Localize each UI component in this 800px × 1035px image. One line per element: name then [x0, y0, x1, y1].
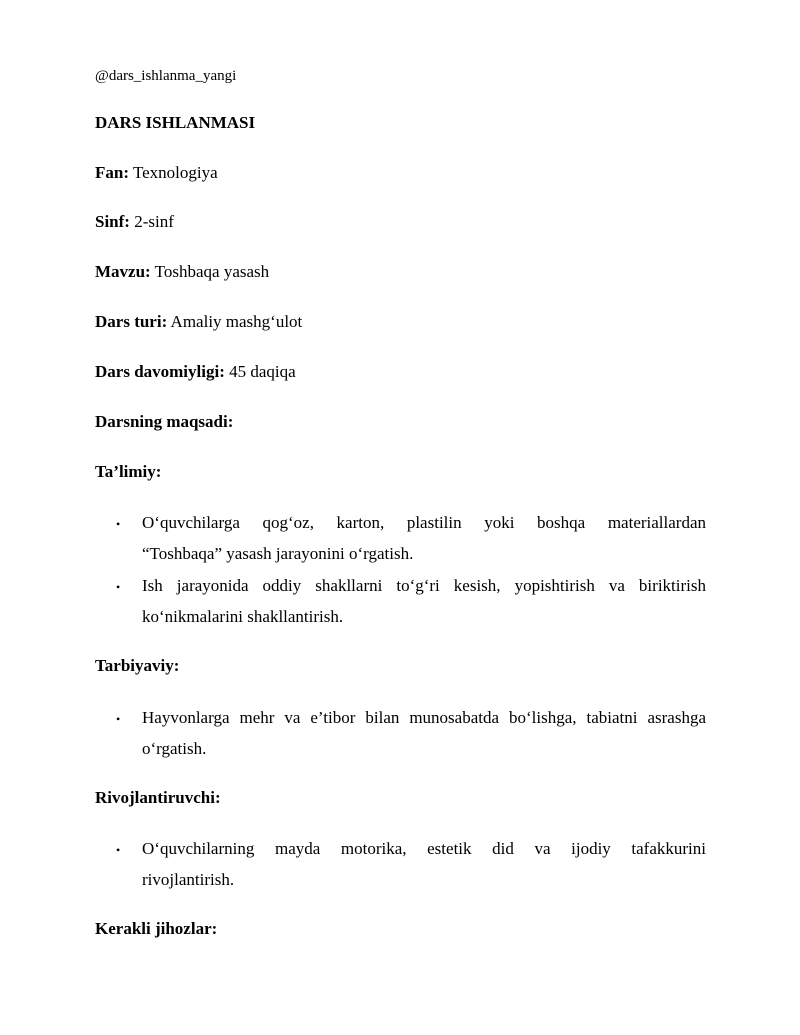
list-item-text [142, 702, 706, 764]
field-label: Sinf: [95, 212, 130, 231]
field-subject [95, 163, 218, 183]
list-item-line: ko‘nikmalarini shakllantirish. [142, 607, 344, 626]
channel-handle: @dars_ishlanma_yangi [95, 68, 237, 84]
list-item-line: Ish jarayonida oddiy shakllarni to‘g‘ri kesish, yopishtirish va biriktirish [142, 576, 706, 595]
field-label: Dars turi: [95, 312, 168, 331]
field-label: Mavzu: [95, 262, 151, 281]
field-label: Dars davomiyligi: [95, 362, 225, 381]
field-topic [95, 262, 269, 282]
list-item-line: rivojlantirish. [142, 870, 235, 889]
equipment-heading: Kerakli jihozlar: [95, 919, 218, 938]
list-item-line: Hayvonlarga mehr va e’tibor bilan munosabatda bo‘lishga, tabiatni asrashga [142, 708, 706, 727]
list-item-text [142, 570, 706, 632]
field-grade [95, 212, 174, 232]
field-label: Fan: [95, 163, 129, 182]
list-item-line: o‘rgatish. [142, 739, 207, 758]
list-item-line: “Toshbaqa” yasash jarayonini o‘rgatish. [142, 544, 414, 563]
list-item-line: O‘quvchilarga qog‘oz, karton, plastilin yoki boshqa materiallardan [142, 513, 706, 532]
list-item-text [142, 507, 706, 569]
bullet-icon: • [116, 517, 121, 531]
document-title: DARS ISHLANMASI [95, 113, 256, 132]
field-value: Texnologiya [129, 163, 218, 182]
field-duration [95, 362, 296, 382]
bullet-icon: • [116, 580, 121, 594]
field-value: Amaliy mashg‘ulot [167, 312, 303, 331]
section-heading-tarbiyaviy: Tarbiyaviy: [95, 656, 180, 675]
field-lesson-type [95, 312, 302, 332]
section-heading-talimiy: Ta’limiy: [95, 462, 162, 481]
field-value: Toshbaqa yasash [150, 262, 270, 281]
section-heading-rivojlantiruvchi: Rivojlantiruvchi: [95, 788, 221, 807]
bullet-icon: • [116, 712, 121, 726]
field-value: 2-sinf [129, 212, 174, 231]
bullet-icon: • [116, 843, 121, 857]
list-item-text [142, 833, 706, 895]
goal-heading: Darsning maqsadi: [95, 412, 234, 431]
field-value: 45 daqiqa [224, 362, 296, 381]
list-item-line: O‘quvchilarning mayda motorika, estetik did va ijodiy tafakkurini [142, 839, 706, 858]
